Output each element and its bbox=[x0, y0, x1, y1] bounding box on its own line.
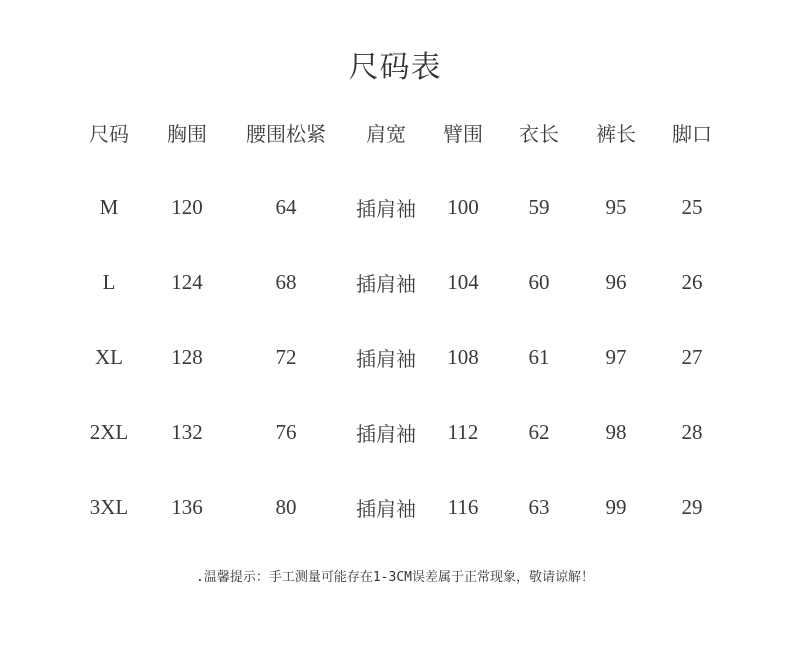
cell-waist: 72 bbox=[275, 345, 297, 369]
cell-chest: 124 bbox=[171, 270, 203, 294]
cell-chest: 132 bbox=[171, 420, 203, 444]
cell-pants-length: 99 bbox=[605, 495, 627, 519]
cell-waist: 76 bbox=[275, 420, 297, 444]
table-row bbox=[70, 170, 730, 245]
cell-pants-length: 96 bbox=[605, 270, 627, 294]
header-waist: 腰围松紧 bbox=[246, 122, 326, 146]
cell-chest: 128 bbox=[171, 345, 203, 369]
table-row bbox=[70, 395, 730, 470]
cell-waist: 68 bbox=[275, 270, 297, 294]
header-arm: 臂围 bbox=[443, 122, 483, 146]
cell-pants-length: 98 bbox=[605, 420, 627, 444]
table-row bbox=[70, 320, 730, 395]
cell-size: L bbox=[102, 270, 116, 294]
cell-length: 60 bbox=[528, 270, 550, 294]
cell-pants-length: 95 bbox=[605, 195, 627, 219]
table-header-row bbox=[70, 95, 730, 170]
cell-shoulder: 插肩袖 bbox=[356, 347, 416, 371]
cell-hem: 27 bbox=[681, 345, 703, 369]
cell-size: 2XL bbox=[89, 420, 129, 444]
cell-arm: 104 bbox=[447, 270, 479, 294]
measurement-note: .温馨提示：手工测量可能存在1-3CM误差属于正常现象，敬请谅解！ bbox=[196, 570, 594, 585]
cell-hem: 26 bbox=[681, 270, 703, 294]
cell-shoulder: 插肩袖 bbox=[356, 497, 416, 521]
cell-waist: 80 bbox=[275, 495, 297, 519]
cell-length: 62 bbox=[528, 420, 550, 444]
cell-shoulder: 插肩袖 bbox=[356, 272, 416, 296]
header-hem: 脚口 bbox=[672, 122, 712, 146]
cell-size: 3XL bbox=[89, 495, 129, 519]
cell-arm: 116 bbox=[447, 495, 479, 519]
cell-hem: 25 bbox=[681, 195, 703, 219]
cell-pants-length: 97 bbox=[605, 345, 627, 369]
cell-length: 63 bbox=[528, 495, 550, 519]
cell-waist: 64 bbox=[275, 195, 297, 219]
table-row bbox=[70, 245, 730, 320]
header-length: 衣长 bbox=[519, 122, 559, 146]
cell-arm: 108 bbox=[447, 345, 479, 369]
header-shoulder: 肩宽 bbox=[366, 122, 406, 146]
cell-arm: 100 bbox=[447, 195, 479, 219]
cell-length: 61 bbox=[528, 345, 550, 369]
cell-chest: 120 bbox=[171, 195, 203, 219]
page-title: 尺码表 bbox=[348, 50, 442, 85]
cell-size: XL bbox=[95, 345, 123, 369]
cell-hem: 28 bbox=[681, 420, 703, 444]
size-chart-table bbox=[70, 95, 730, 545]
header-chest: 胸围 bbox=[167, 122, 207, 146]
cell-arm: 112 bbox=[447, 420, 479, 444]
table-row bbox=[70, 470, 730, 545]
cell-length: 59 bbox=[528, 195, 550, 219]
cell-shoulder: 插肩袖 bbox=[356, 197, 416, 221]
cell-shoulder: 插肩袖 bbox=[356, 422, 416, 446]
header-size: 尺码 bbox=[89, 122, 129, 146]
cell-size: M bbox=[99, 195, 119, 219]
cell-hem: 29 bbox=[681, 495, 703, 519]
header-pants-length: 裤长 bbox=[596, 122, 636, 146]
cell-chest: 136 bbox=[171, 495, 203, 519]
